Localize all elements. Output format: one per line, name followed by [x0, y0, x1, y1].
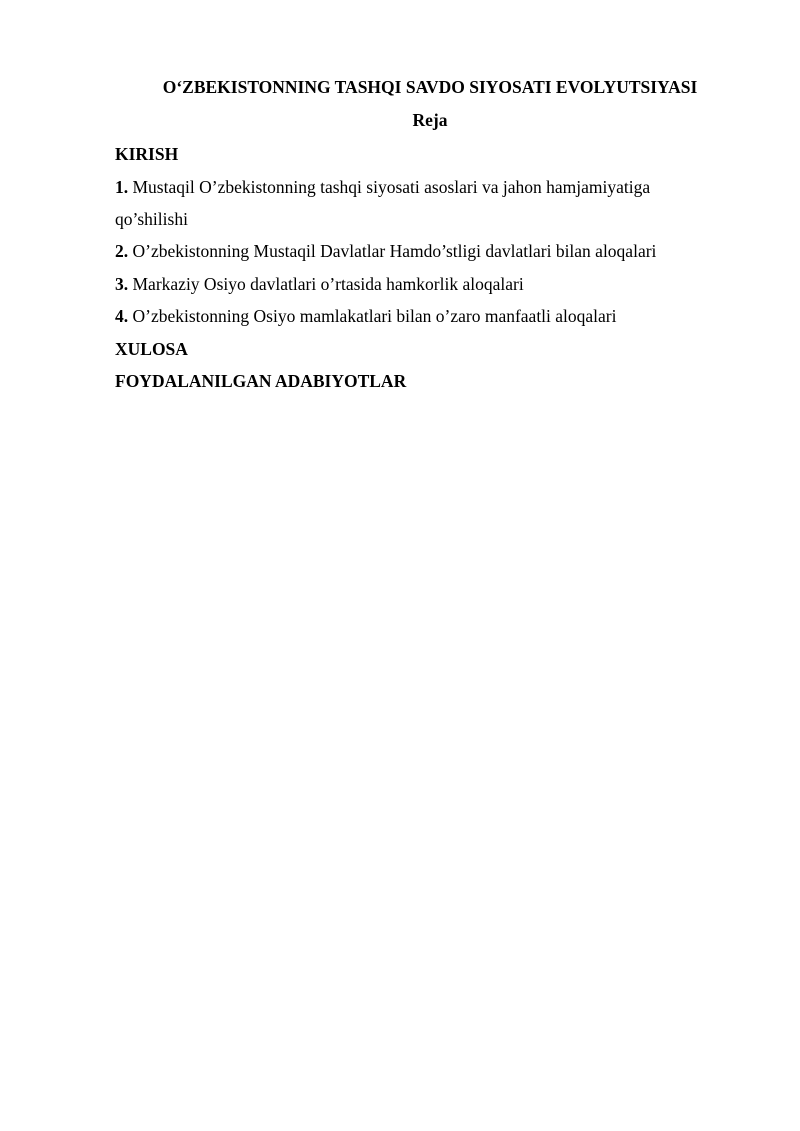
list-item [115, 305, 617, 327]
section-conclusion: XULOSA [115, 339, 188, 359]
list-item-number: 2. [115, 241, 129, 261]
section-intro: KIRISH [115, 144, 179, 164]
document-title: O‘ZBEKISTONNING TASHQI SAVDO SIYOSATI EVOLYUTSIYASI [162, 77, 698, 97]
list-item-continuation: qo’shilishi [115, 209, 188, 229]
document-subtitle: Reja [412, 110, 448, 130]
list-item [115, 273, 524, 295]
list-item [115, 176, 650, 198]
section-references: FOYDALANILGAN ADABIYOTLAR [115, 371, 407, 391]
list-item-number: 3. [115, 274, 129, 294]
list-item-text: O’zbekistonning Osiyo mamlakatlari bilan o’zaro manfaatli aloqalari [132, 306, 617, 326]
list-item-text: Markaziy Osiyo davlatlari o’rtasida hamkorlik aloqalari [132, 274, 524, 294]
list-item-text: O’zbekistonning Mustaqil Davlatlar Hamdo’stligi davlatlari bilan aloqalari [132, 241, 657, 261]
list-item-number: 4. [115, 306, 129, 326]
list-item [115, 240, 656, 262]
list-item-text: Mustaqil O’zbekistonning tashqi siyosati asoslari va jahon hamjamiyatiga [132, 177, 651, 197]
list-item-number: 1. [115, 177, 129, 197]
